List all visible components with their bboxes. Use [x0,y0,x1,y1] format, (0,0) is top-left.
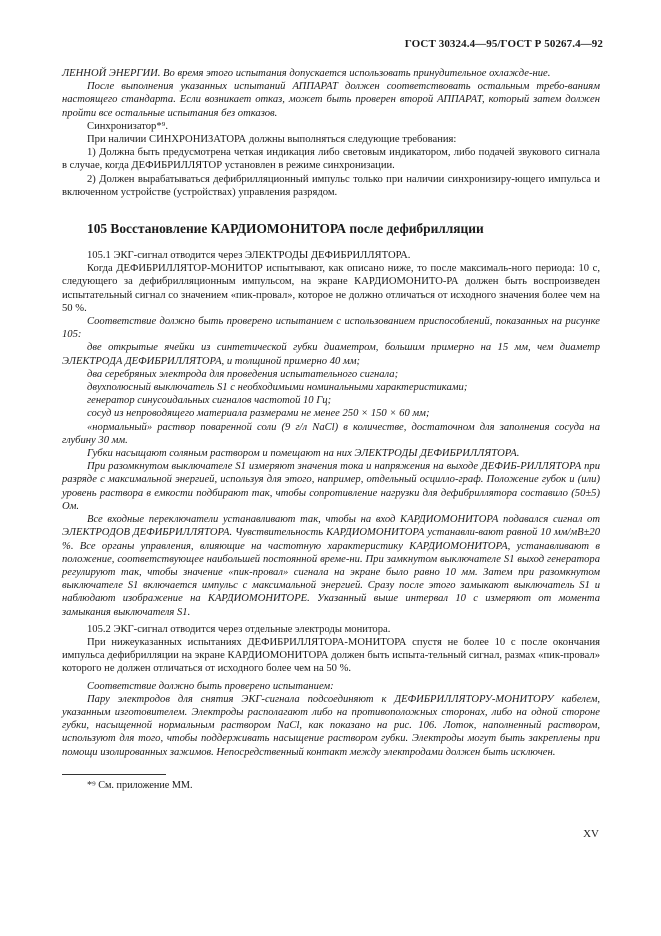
subsection-title: 105.1 ЭКГ-сигнал отводится через ЭЛЕКТРОДЫ ДЕФИБРИЛЛЯТОРА. [87,250,411,262]
list-item: 2) Должен вырабатываться дефибрилляционный импульс только при наличии синхронизиру-ющего импульса и включенном устройстве (устройствах) управления разрядом. [62,173,600,198]
page-number: XV [583,828,599,840]
paragraph: Пару электродов для снятия ЭКГ-сигнала подсоединяют к ДЕФИБРИЛЛЯТОРУ-МОНИТОРУ кабелем, указанным изготовителем. Электроды располагают либо на противоположных сторонах, либо на одной стороне губки, насыщенной нормальным раствором NaCl, как показано на рис. 106. Лоток, наполненный раствором, используют для того, чтобы поддерживать насыщение раствором губки. Электроды могут быть закреплены при помощи изолированных зажимов. Непосредственный контакт между электродами должен быть исключен. [62,693,600,758]
subsection-title: 105.2 ЭКГ-сигнал отводится через отдельные электроды монитора. [87,623,391,635]
list-item: 1) Должна быть предусмотрена четкая индикация либо световым индикатором, либо подачей звукового сигнала в случае, когда ДЕФИБРИЛЛЯТОР установлен в режиме синхронизации. [62,147,600,172]
paragraph: Соответствие должно быть проверено испытанием с использованием приспособлений, показанных на рисунке 105: [62,316,600,341]
list-item: сосуд из непроводящего материала размерами не менее 250 × 150 × 60 мм; [87,408,430,420]
paragraph: Соответствие должно быть проверено испытанием: [87,680,334,692]
footnote-separator [62,774,166,775]
paragraph: Губки насыщают соляным раствором и помещают на них ЭЛЕКТРОДЫ ДЕФИБРИЛЛЯТОРА. [87,448,520,460]
paragraph: При разомкнутом выключателе S1 измеряют значения тока и напряжения на выходе ДЕФИБ-РИЛЛЯТОРА при разряде с максимальной энергией, используя для этого, например, отдельный осцилло-граф. Положение губок и (или) уровень раствора в емкости подбирают так, чтобы сопротивление нагрузки для дефибриллятора составило (50±5) Ом. [62,461,600,512]
paragraph: При наличии СИНХРОНИЗАТОРА должны выполняться следующие требования: [87,134,457,146]
list-item: генератор синусоидальных сигналов частотой 10 Гц; [87,395,332,407]
paragraph: После выполнения указанных испытаний АППАРАТ должен соответствовать остальным требо-ваниям настоящего стандарта. Если возникает отказ, может быть проверен второй АППАРАТ, который затем должен пройти все остальные испытания без отказов. [62,81,600,119]
section-heading: 105 Восстановление КАРДИОМОНИТОРА после дефибрилляции [87,221,484,237]
paragraph: Все входные переключатели устанавливают так, чтобы на вход КАРДИОМОНИТОРА подавался сигнал от ЭЛЕКТРОДОВ ДЕФИБРИЛЛЯТОРА. Чувствительность КАРДИОМОНИТОРА устанавли-вают равной 10 мм/мВ±20 %. Все органы управления, влияющие на частотную характеристику КАРДИОМОНИТОРА, устанавливают в положение, соответствующее наибольшей постоянной време-ни. При замкнутом выключателе S1 выход генератора регулируют так, чтобы значение «пик-провал» сигнала на экране было равно 10 мм. Затем при разомкнутом выключателе S1 включается импульс с максимальной энергией. Сразу после этого замыкают выключатель S1 и наблюдают изображение на КАРДИОМОНИТОРЕ. Указанный выше интервал 10 с измеряют от момента замыкания выключателя S1. [62,514,600,618]
list-item: два серебряных электрода для проведения испытательного сигнала; [87,368,399,380]
list-item: двухполюсный выключатель S1 с необходимыми номинальными характеристиками; [87,382,468,394]
document-body [62,67,600,792]
list-item: две открытые ячейки из синтетической губки диаметром, большим примерно на 15 мм, чем диаметр ЭЛЕКТРОДА ДЕФИБРИЛЛЯТОРА, и толщиной примерно 40 мм; [62,342,600,367]
paragraph: Синхронизатор*⁹. [87,120,168,132]
paragraph: ЛЕННОЙ ЭНЕРГИИ. Во время этого испытания допускается использовать принудительное охлажде-ние. [62,68,551,79]
running-header: ГОСТ 30324.4—95/ГОСТ Р 50267.4—92 [404,38,603,50]
paragraph: Когда ДЕФИБРИЛЛЯТОР-МОНИТОР испытывают, как описано ниже, то после максималь-ного периода: 10 с, следующего за дефибрилляционным импульсом, на экране КАРДИОМОНИТО-РА должен быть воспроизведен испытательный сигнал со значением «пик-провал», которое не должно отличаться от исходного значения более чем на 50 %. [62,263,600,314]
footnote: *⁹ См. приложение ММ. [87,779,193,791]
paragraph: При нижеуказанных испытаниях ДЕФИБРИЛЛЯТОРА-МОНИТОРА спустя не более 10 с после окончания импульса дефибрилляции на экране КАРДИОМОНИТОРА должен быть испыта-тельный сигнал, размах «пик-провал» которого не должен отличаться от исходного более чем на 50 %. [62,636,600,675]
list-item: «нормальный» раствор поваренной соли (9 г/л NaCl) в количестве, достаточном для заполнения сосуда на глубину 30 мм. [62,421,600,446]
